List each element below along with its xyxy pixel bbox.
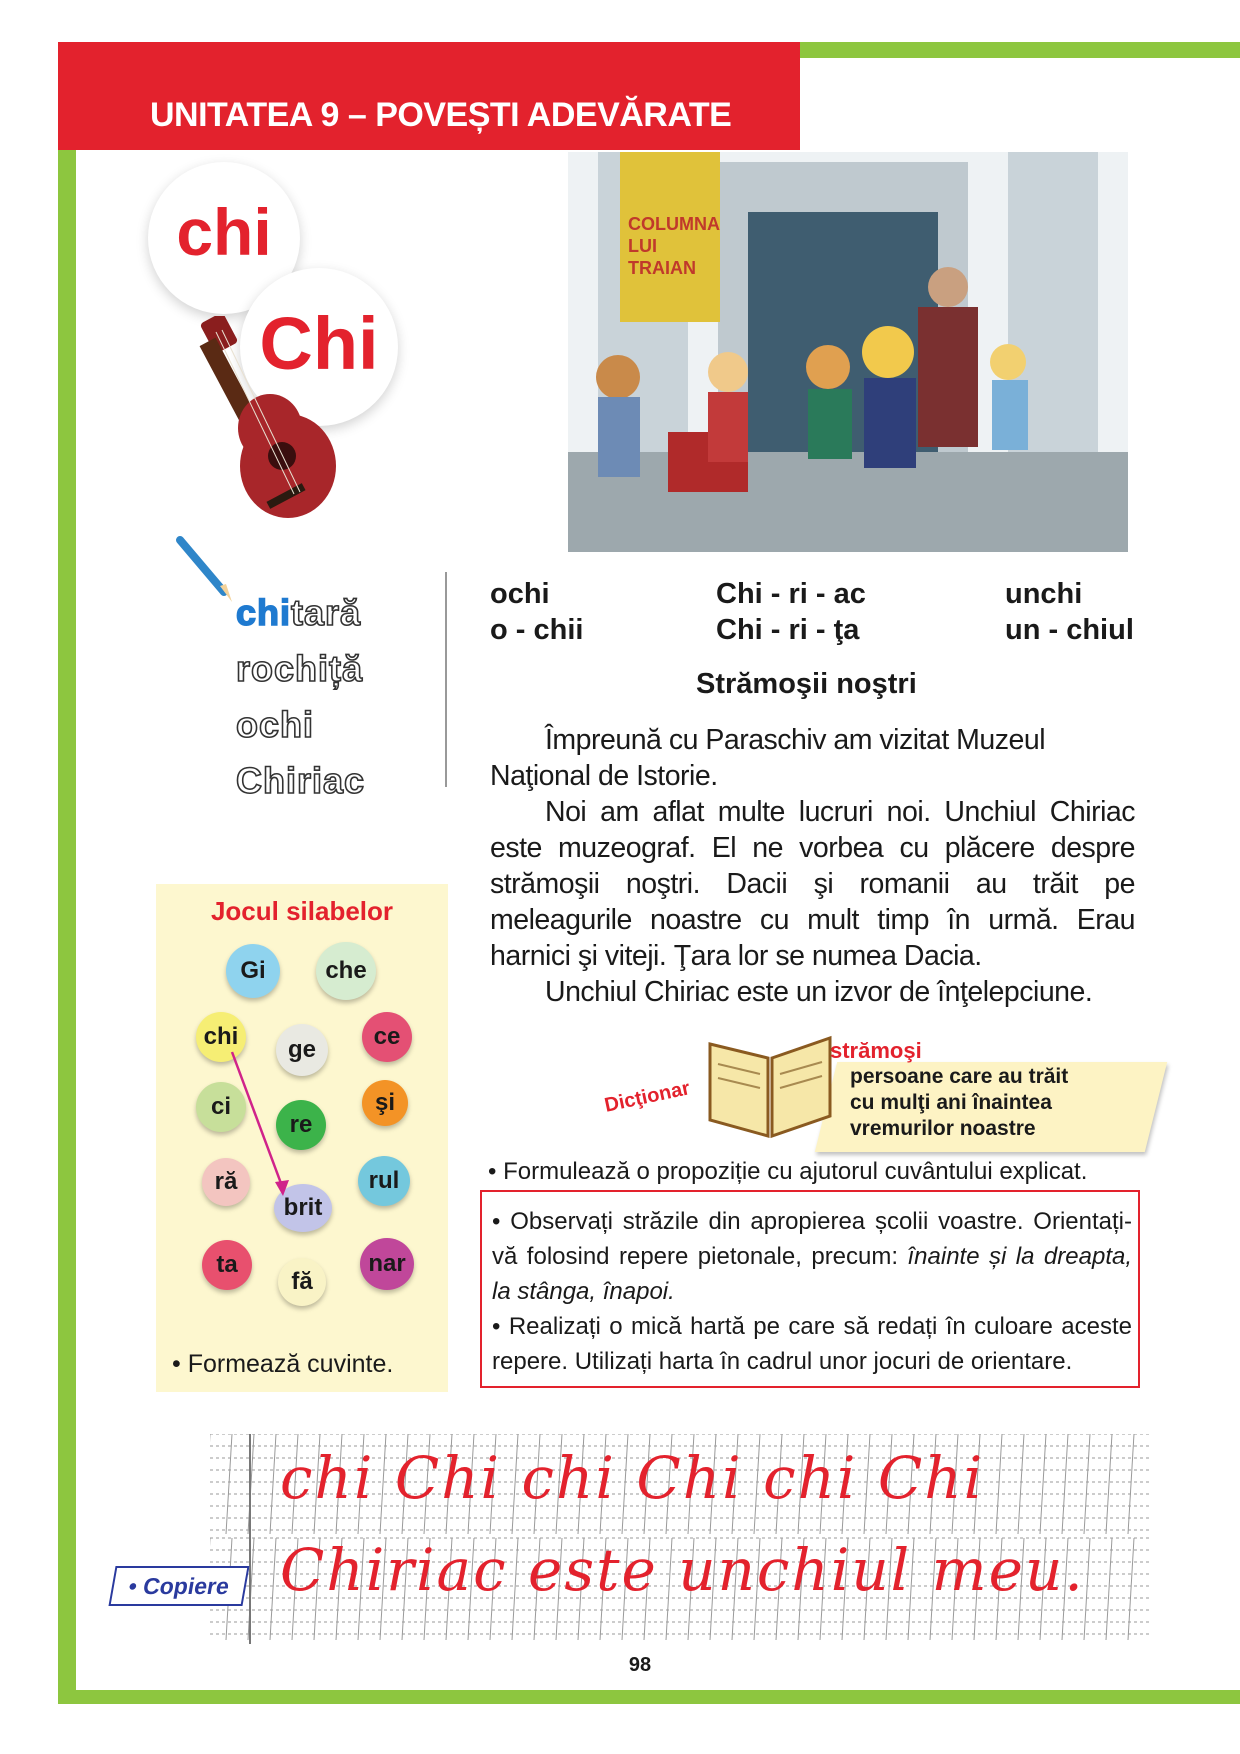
syllable-col3-word: unchi [1005, 578, 1083, 610]
letter-lowercase-circle: chi [148, 162, 300, 314]
story-p3: Unchiul Chiriac este un izvor de înţelepciune. [545, 976, 1093, 1008]
syllable-bubble: brit [274, 1184, 332, 1232]
dictionary-def-line: cu mulţi ani înaintea [850, 1091, 1052, 1114]
word-chiriac: Chiriac [236, 760, 366, 801]
task-p1-emphasis: înainte și la dreapta, la stânga, înapoi. [492, 1243, 1132, 1305]
syllable-bubble: Gi [226, 944, 280, 998]
syllable-bubble: ce [362, 1012, 412, 1062]
cursive-line-1: chi Chi chi Chi chi Chi [280, 1444, 985, 1512]
syllable-bubble: che [316, 942, 376, 1000]
syllable-bubble: ge [276, 1024, 328, 1076]
page-number: 98 [628, 1654, 652, 1676]
syllable-bubble: ră [202, 1158, 250, 1206]
syllable-col2-split: Chi - ri - ţa [716, 614, 860, 646]
exercise-instruction: • Formulează o propoziție cu ajutorul cuvântului explicat. [488, 1158, 1088, 1185]
syllable-col1-word: ochi [490, 578, 550, 610]
task-text [492, 1204, 1132, 1379]
syllable-col1-split: o - chii [490, 614, 584, 646]
pencil-icon [176, 536, 236, 606]
task-p1-text: • Observați străzile din apropierea școlii voastre. Orientați-vă folosind repere pietonale, precum: [492, 1208, 1132, 1270]
divider-line [445, 572, 447, 787]
syllable-bubble: ci [196, 1082, 246, 1132]
story-title: Strămoşii noştri [696, 668, 917, 700]
dictionary-word: strămoşi [830, 1038, 922, 1063]
dictionary-label: Dicţionar [602, 1077, 692, 1117]
syllable-game-title: Jocul silabelor [210, 896, 394, 926]
syllable-bubble: nar [360, 1238, 414, 1290]
task-p2-text: • Realizați o mică hartă pe care să redați în culoare aceste repere. Utilizați harta în cadrul unor jocuri de orientare. [492, 1313, 1132, 1375]
page-frame-bottom [58, 1690, 1240, 1704]
word-chitara [236, 592, 361, 634]
letter-uppercase-circle: Chi [240, 268, 398, 426]
copy-label: • Copiere [108, 1566, 249, 1606]
word-chitara-prefix: chi [236, 592, 292, 633]
story-p1-line2: Naţional de Istorie. [490, 760, 718, 792]
page-frame-left [58, 42, 76, 1702]
page-frame-top [800, 42, 1240, 58]
syllable-game-instruction: • Formează cuvinte. [172, 1350, 394, 1378]
word-rochita: rochiță [236, 648, 364, 689]
syllable-connector-arrow [156, 884, 448, 1392]
word-ochi: ochi [236, 704, 315, 745]
syllable-bubble: fă [278, 1258, 326, 1306]
unit-title: UNITATEA 9 – POVEȘTI ADEVĂRATE [150, 96, 732, 134]
cursive-line-2: Chiriac este unchiul meu. [280, 1536, 1085, 1604]
word-chitara-rest: tară [291, 592, 362, 633]
mural-sign-line2: LUI [628, 236, 657, 256]
dictionary-definition [850, 1064, 1068, 1142]
syllable-col2-word: Chi - ri - ac [716, 578, 866, 610]
dictionary-def-line: persoane care au trăit [850, 1065, 1069, 1088]
mural-sign-line1: COLUMNA [628, 214, 720, 234]
story-p2: Noi am aflat multe lucruri noi. Unchiul Chiriac este muzeograf. El ne vorbea cu plăcere despre strămoşii noştri. Dacii şi romanii au trăit pe meleagurile noastre cu mult timp în urmă. Erau harnici şi viteji. Ţara lor se numea Dacia. [490, 796, 1135, 972]
mural-sign-line3: TRAIAN [628, 258, 696, 278]
book-icon [700, 1024, 840, 1144]
syllable-bubble: ta [202, 1240, 252, 1290]
syllable-bubble: şi [362, 1080, 408, 1126]
syllable-bubble: chi [196, 1012, 246, 1062]
guitar-icon [196, 316, 346, 526]
syllable-col3-split: un - chiul [1005, 614, 1134, 646]
syllable-bubble: re [276, 1100, 326, 1150]
story-text [490, 722, 1135, 1010]
syllable-bubble: rul [358, 1156, 410, 1206]
museum-illustration [568, 152, 1128, 552]
story-p1-line1: Împreună cu Paraschiv am vizitat Muzeul [545, 724, 1046, 756]
dictionary-def-line: vremurilor noastre [850, 1117, 1036, 1140]
